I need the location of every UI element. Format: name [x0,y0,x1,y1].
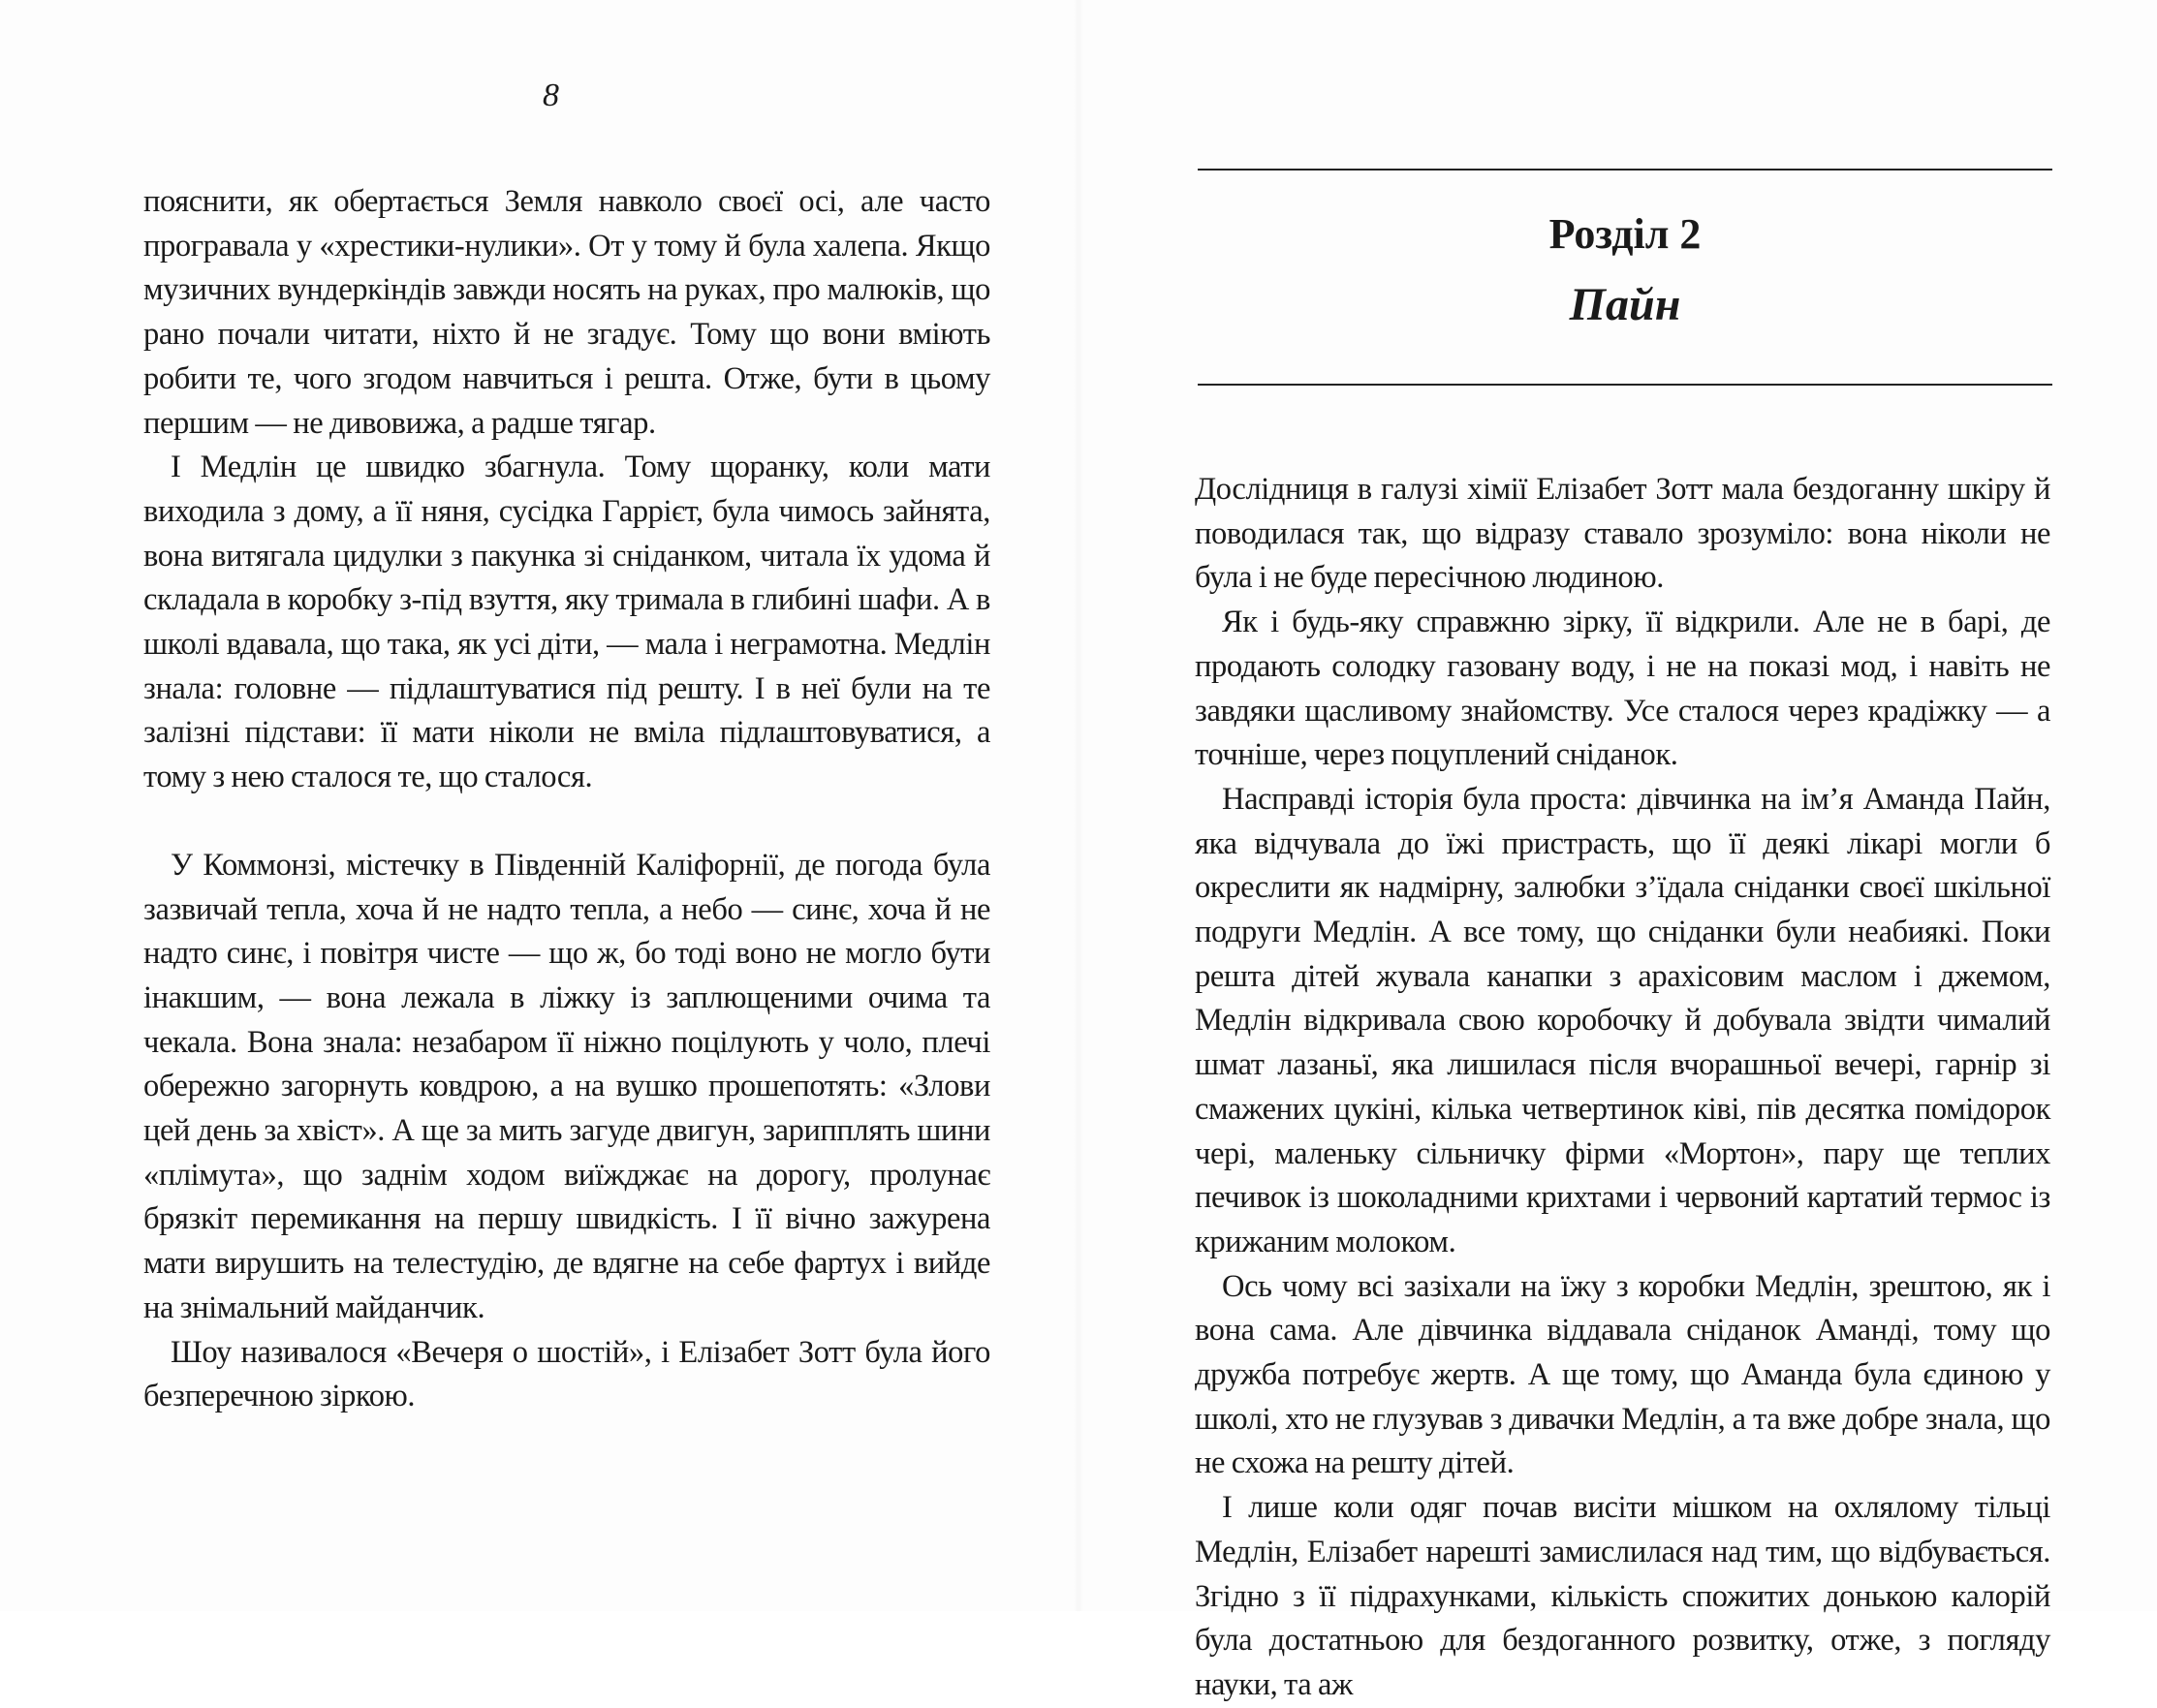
left-page-body [143,180,990,1419]
left-page [0,0,1078,1611]
paragraph: Ось чому всі зазіхали на їжу з коробки Медлін, зрештою, як і вона сама. Але дівчинка віддавала сніданок Аманді, тому що дружба потребує жертв. А ще тому, що Аманда була єдиною у школі, хто не глузував з дивачки Медлін, а та вже добре знала, що не схожа на решту дітей. [1195,1268,2050,1481]
chapter-rule-top [1198,169,2052,171]
paragraph: Дослідниця в галузі хімії Елізабет Зотт мала бездоганну шкіру й поводилася так, що відразу ставало зрозуміло: вона ніколи не була і не буде пересічною людиною. [1195,472,2050,596]
paragraph: У Коммонзі, містечку в Південній Каліфорнії, де погода була зазвичай тепла, хоча й не надто тепла, а небо — синє, хоча й не надто синє, і повітря чисте — що ж, бо тоді воно не могло бути інакшим, — вона лежала в ліжку із заплющеними очима та чекала. Вона знала: незабаром її ніжно поцілують у чоло, плечі обережно загорнуть ковдрою, а на вушко прошепотять: «Злови цей день за хвіст». А ще за мить загуде двигун, зарипплять шини «плімута», що заднім ходом виїжджає на дорогу, пролунає брязкіт перемикання на першу швидкість. І її вічно зажурена мати вирушить на телестудію, де вдягне на себе фартух і вийде на знімальний майданчик. [143,847,990,1325]
right-page-body [1195,468,2050,1708]
chapter-label: Розділ 2 [1548,210,1702,258]
chapter-title: Пайн [1569,279,1681,330]
chapter-rule-bottom [1198,384,2052,386]
paragraph: Шоу називалося «Вечеря о шостій», і Елізабет Зотт була його безперечною зіркою. [143,1334,990,1414]
page-number: 8 [543,78,559,113]
paragraph: пояснити, як обертається Земля навколо своєї осі, але часто програвала у «хрестики-нулики». От у тому й була халепа. Якщо музичних вундеркіндів завжди носять на руках, про малюків, що рано почали читати, ніхто й не згадує. Тому що вони вміють робити те, чого згодом навчиться і решта. Отже, бути в цьому першим — не дивовижа, а радше тягар. [143,184,990,441]
paragraph: І лише коли одяг почав висіти мішком на охлялому тільці Медлін, Елізабет нарешті замислилася над тим, що відбувається. Згідно з її підрахунками, кількість спожитих донькою калорій була достатньою для бездоганного розвитку, отже, з погляду науки, та аж [1195,1490,2050,1702]
paragraph: Насправді історія була проста: дівчинка на ім’я Аманда Пайн, яка відчувала до їжі пристрасть, що її деякі лікарі могли б окреслити як надмірну, залюбки з’їдала сніданки своєї шкільної подруги Медлін. А все тому, що сніданки були неабиякі. Поки решта дітей жувала канапки з арахісовим маслом і джемом, Медлін відкривала свою коробочку й добувала звідти чималий шмат лазаньї, яка лишилася після вчорашньої вечері, гарнір зі смажених цукіні, кілька четвертинок ківі, пів десятка помідорок чері, маленьку сільничку фірми «Мортон», пару ще теплих печивок із шоколадними крихтами і червоний картатий термос із крижаним молоком. [1195,781,2050,1259]
right-page [1078,0,2157,1702]
paragraph: Як і будь-яку справжню зірку, її відкрили. Але не в барі, де продають солодку газовану воду, і не на показі мод, і навіть не завдяки щасливому знайомству. Усе сталося через крадіжку — а точніше, через поцуплений сніданок. [1195,605,2050,773]
paragraph: І Медлін це швидко збагнула. Тому щоранку, коли мати виходила з дому, а її няня, сусідка Гаррієт, була чимось зайнята, вона витягала цидулки з пакунка зі сніданком, читала їх удома й складала в коробку з-під взуття, яку тримала в глибині шафи. А в школі вдавала, що така, як усі діти, — мала і неграмотна. Медлін знала: головне — підлаштуватися під решту. І в неї були на те залізні підстави: її мати ніколи не вміла підлаштовуватися, а тому з нею сталося те, що сталося. [143,450,990,795]
